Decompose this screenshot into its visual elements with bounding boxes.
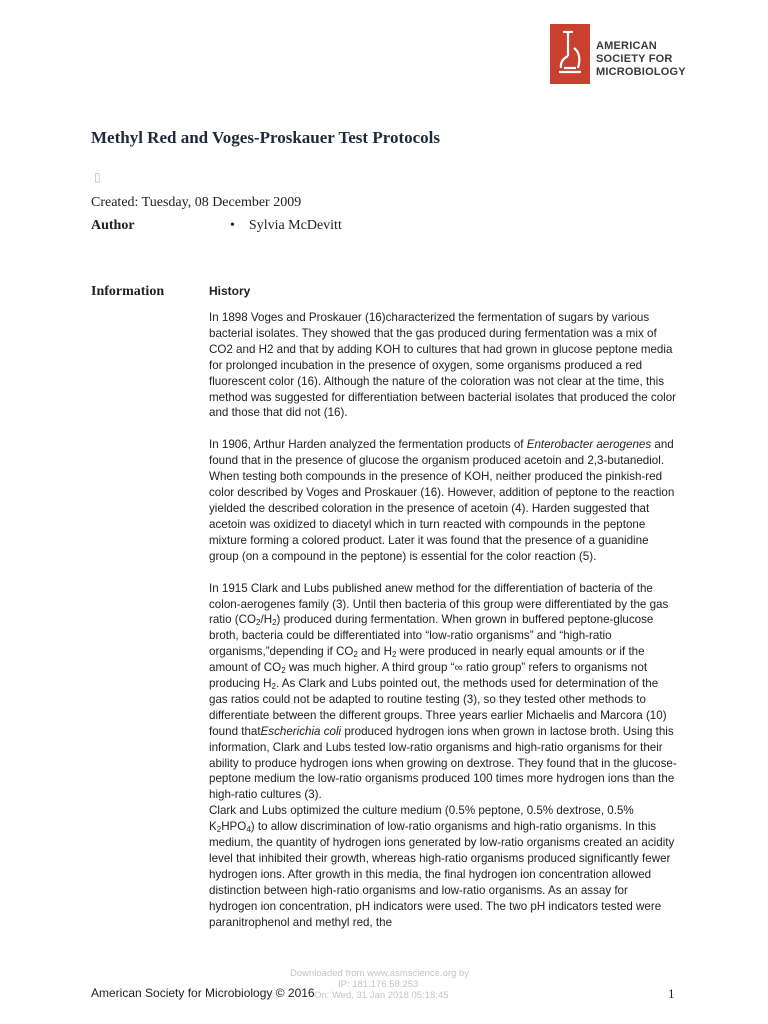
text: and H [357,645,392,659]
text: Clark and Lubs optimized the culture medium (0.5% peptone, 0.5% dextrose, 0.5% K [209,804,634,834]
subscript: 2 [256,618,261,628]
download-watermark [290,968,490,1001]
text: were produced in nearly equal amounts or if the amount of CO [209,645,645,675]
logo-text [596,40,686,79]
footer-copyright: American Society for Microbiology © 2016 [91,986,315,1000]
watermark-line: IP: 181.176.58.253 [338,979,419,990]
page-title: Methyl Red and Voges-Proskauer Test Protocols [91,128,440,147]
text: and found that in the presence of glucose the organism produced acetoin and 2,3-butanediol. When testing both compounds in the presence of KOH, neither produced the pinkish-red color described by Voges and Proskauer (16). However, addition of peptone to the reaction yielded the described coloration in the presence of acetoin (4). Harden suggested that acetoin was oxidized to diacetyl which in turn reacted with compounds in the peptone mixture forming a colored product. Later it was found that the presence of a guanidine group (on a compound in the peptone) is essential for the color reaction (5). [209,438,675,563]
information-label: Information [91,284,165,299]
text: ) to allow discrimination of low-ratio organisms and high-ratio organisms. In this medium, the quantity of hydrogen ions generated by low-ratio organisms created an acidity level that inhibited their growth, whereas high-ratio organisms produced significantly fewer hydrogen ions. After growth in this media, the final hydrogen ion concentration allowed distinction between high-ratio organisms and low-ratio organisms. As an assay for hydrogen ion concentration, pH indicators were used. The two pH indicators tested were paranitrophenol and methyl red, the [209,820,675,929]
paragraph-1 [209,310,679,421]
watermark-line: Downloaded from www.asmscience.org by [290,968,469,979]
subscript: 2 [281,666,286,676]
species-name: Enterobacter aerogenes [526,438,652,452]
paragraph-3 [209,581,679,804]
subscript: 2 [271,682,276,692]
history-body [209,310,679,947]
text: ) produced during fermentation. When grown in buffered peptone-glucose broth, bacteria could be differentiated into “low-ratio organisms” and “high-ratio organisms,”depending if CO [209,613,654,659]
logo-line: AMERICAN [596,40,657,52]
page-number: 1 [668,986,675,1001]
subscript: 2 [353,650,358,660]
watermark-line: On: Wed, 31 Jan 2018 05:18:45 [314,990,449,1001]
logo-line: MICROBIOLOGY [596,66,686,78]
logo-line: SOCIETY FOR [596,53,673,65]
paragraph-2 [209,437,679,564]
text: produced hydrogen ions when grown in lactose broth. Using this information, Clark and Lubs tested low-ratio organisms and high-ratio organisms for their ability to produce hydrogen ions when growing on dextrose. They found that in the glucose-peptone medium the low-ratio organisms produced 100 times more hydrogen ions than the high-ratio cultures (3). [209,724,677,802]
author-list-item [230,218,342,234]
text: was much higher. A third group “∞ ratio group” refers to organisms not producing H [209,661,648,691]
paragraph-text: In 1898 Voges and Proskauer (16)characterized the fermentation of sugars by various bacterial isolates. They showed that the gas produced during fermentation was a mix of CO2 and H2 and that by adding KOH to cultures that had grown in glucose peptone media for prolonged incubation in the presence of oxygen, some organisms produced a red fluorescent color (16). Although the nature of the coloration was not clear at the time, this method was suggested for differentiation between bacterial isolates that produced the color and those that did not (16). [209,311,677,420]
subscript: 2 [272,618,277,628]
text: In 1906, Arthur Harden analyzed the fermentation products of [209,438,527,452]
species-name: Escherichia coli [260,724,342,738]
text: /H [260,613,273,627]
subscript: 2 [391,650,397,660]
subscript: 2 [216,825,222,835]
text: In 1915 Clark and Lubs published anew method for the differentiation of bacteria of the colon-aerogenes family (3). Until then bacteria of this group were differentiated by the gas ratio (CO [209,581,669,627]
text: HPO [221,820,247,834]
text: . As Clark and Lubs pointed out, the methods used for determination of the gas ratios could not be adapted to routine testing (3), so they tested other methods to differentiate between the different groups. Three years earlier Michaelis and Marcora (10) found that [209,677,667,738]
microscope-icon [550,24,590,84]
placeholder-mark: ▯ [94,170,101,184]
author-label: Author [91,218,135,233]
section-title: History [209,284,251,298]
asm-logo [550,24,690,88]
paragraph-4 [209,803,679,930]
bullet: • [230,218,235,233]
subscript: 4 [246,825,251,835]
created-date: Created: Tuesday, 08 December 2009 [91,195,302,210]
author-name: Sylvia McDevitt [248,218,342,233]
